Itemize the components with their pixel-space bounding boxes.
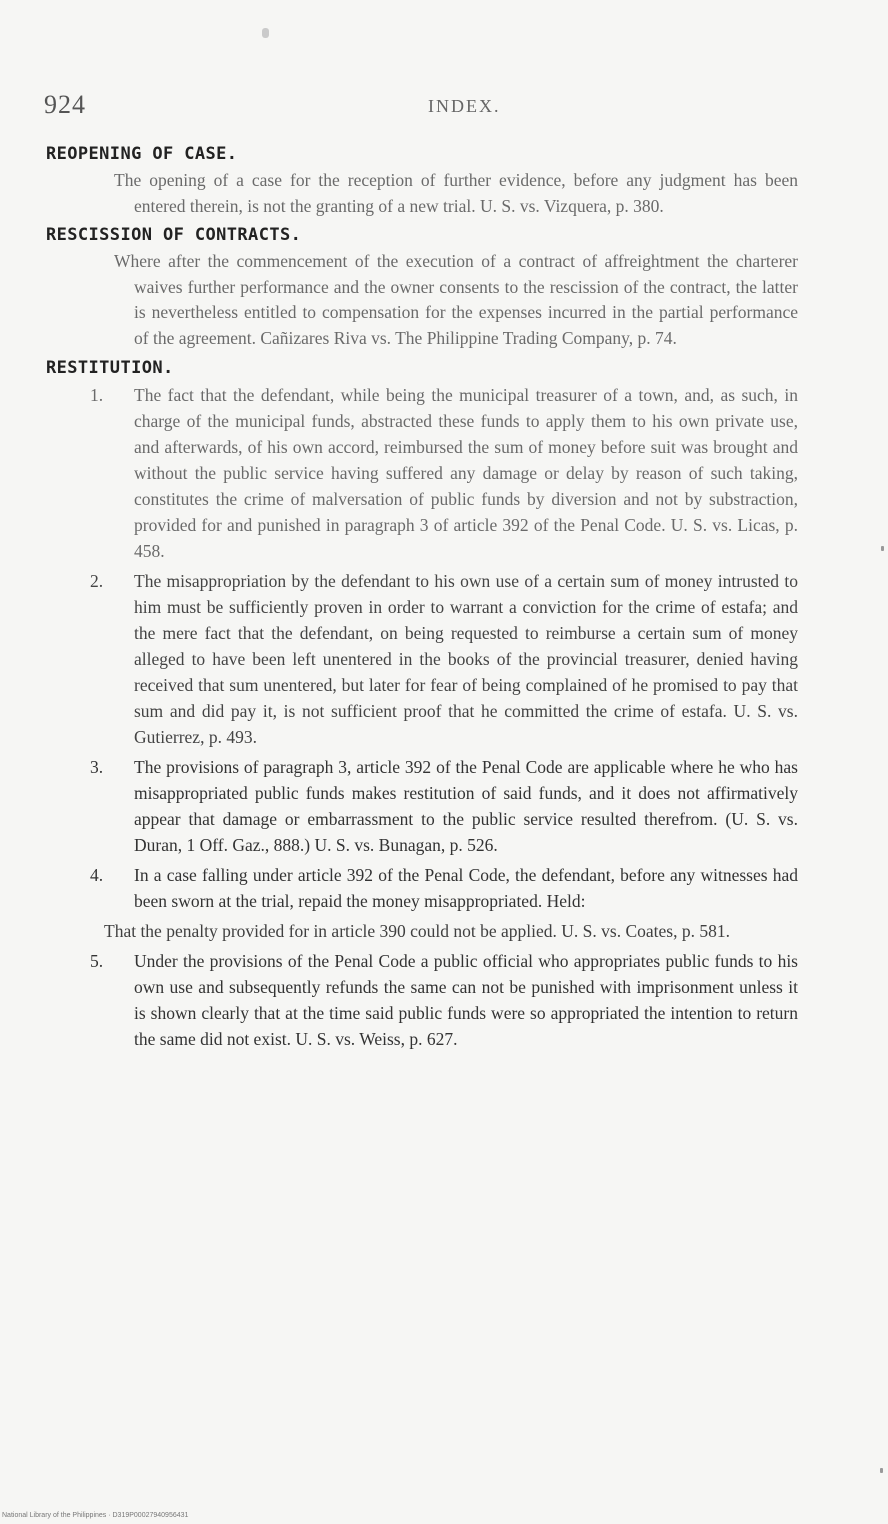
entry-text: The misappropriation by the defendant to his own use of a certain sum of money intrusted to him must be sufficiently proven in order to warrant a conviction for the crime of estafa; and the mere fact that the defendant, on being requested to reimburse a certain sum of money alleged to have been left unentered in the books of the provincial treasurer, denied having received that sum unentered, but later for fear of being complained of he promised to pay that sum and did pay it, is not sufficient proof that he committed the crime of estafa. U. S. vs. Gutierrez, p. 493. — [134, 570, 798, 747]
section-rescission-of-contracts — [46, 225, 798, 351]
scan-speck — [881, 546, 884, 551]
entry-text: The provisions of paragraph 3, article 392 of the Penal Code are applicable where he who has misappropriated public funds makes restitution of said funds, and it does not affirmatively appear that damage or embarrassment to the public service resulted therefrom. (U. S. vs. Duran, 1 Off. Gaz., 888.) U. S. vs. Bunagan, p. 526. — [134, 756, 798, 855]
entry-number: 1. — [90, 384, 104, 405]
section-title: RESTITUTION. — [46, 357, 174, 378]
entry-4-holding: That the penalty provided for in article 390 could not be applied. U. S. vs. Coates, p. 581. — [104, 920, 730, 941]
entry-text: The fact that the defendant, while being the municipal treasurer of a town, and, as such, in charge of the municipal funds, abstracted these funds to apply them to his own private use, and afterwards, of his own accord, reimbursed the sum of money before suit was brought and without the public service having suffered any damage or delay by reason of such taking, constitutes the crime of malversation of public funds by diversion and not by substraction, provided for and punished in paragraph 3 of article 392 of the Penal Code. U. S. vs. Licas, p. 458. — [134, 384, 798, 561]
restitution-entry-3 — [46, 754, 798, 858]
scan-smudge — [262, 28, 269, 38]
page-header — [44, 90, 804, 122]
entry-number: 5. — [90, 950, 104, 971]
entry-number: 3. — [90, 756, 104, 777]
restitution-entry-2 — [46, 568, 798, 750]
entry-number: 4. — [90, 864, 104, 885]
entry-text: Under the provisions of the Penal Code a public official who appropriates public funds to his own use and subsequently refunds the same can not be punished with imprisonment unless it is shown clearly that at the time said public funds were so appropriated the intention to return the same did not exist. U. S. vs. Weiss, p. 627. — [134, 950, 798, 1049]
scan-speck — [880, 1468, 883, 1473]
restitution-entry-1 — [46, 382, 798, 564]
section-reopening-of-case — [46, 144, 798, 219]
restitution-entry-5 — [46, 948, 798, 1052]
section-restitution — [46, 358, 798, 1052]
entry-text: In a case falling under article 392 of the Penal Code, the defendant, before any witnesses had been sworn at the trial, repaid the money misappropriated. Held: — [134, 864, 798, 911]
scan-footer: National Library of the Philippines · D319P00027940956431 — [2, 1512, 189, 1519]
summary-paragraph: The opening of a case for the reception of further evidence, before any judgment has been entered therein, is not the granting of a new trial. U. S. vs. Vizquera, p. 380. — [114, 170, 798, 216]
restitution-entry-4 — [46, 862, 798, 914]
running-head: INDEX. — [428, 96, 501, 116]
entry-number: 2. — [90, 570, 104, 591]
summary-paragraph: Where after the commencement of the execution of a contract of affreightment the charterer waives further performance and the owner consents to the rescission of the contract, the latter is nevertheless entitled to compensation for the expenses incurred in the partial performance of the agreement. Cañizares Riva vs. The Philippine Trading Company, p. 74. — [114, 251, 798, 348]
page-number: 924 — [44, 90, 86, 119]
index-content — [46, 144, 798, 1056]
section-title: REOPENING OF CASE. — [46, 144, 238, 164]
section-title: RESCISSION OF CONTRACTS. — [46, 225, 302, 246]
